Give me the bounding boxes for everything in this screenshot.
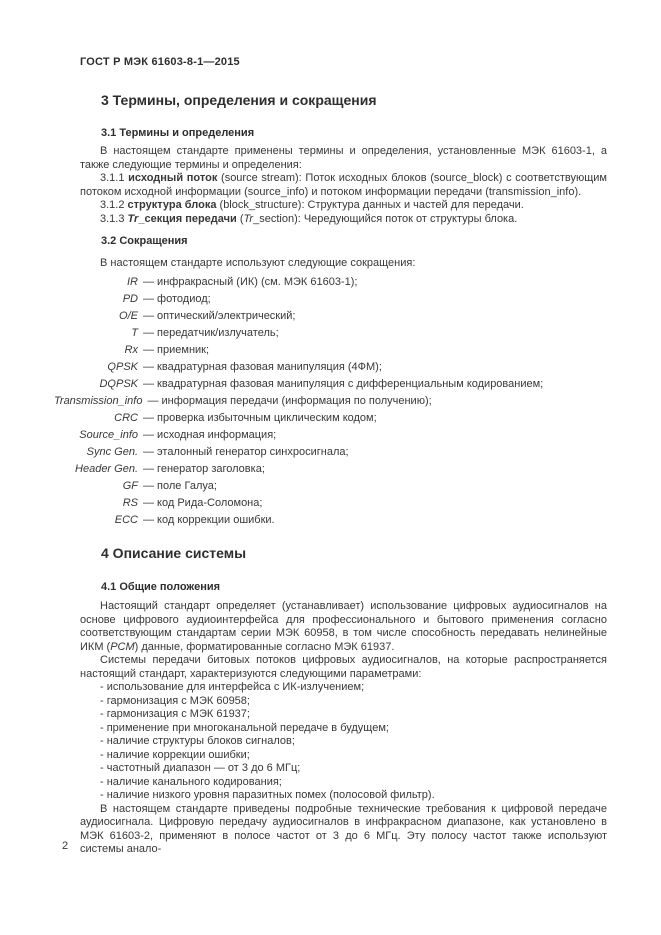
abbreviation-row xyxy=(54,291,607,308)
list-item: - гармонизация с МЭК 60958; xyxy=(100,694,250,707)
list-item: - частотный диапазон — от 3 до 6 МГц; xyxy=(100,762,301,774)
abbreviation-row xyxy=(54,461,607,478)
paragraph-text: В настоящем стандарте применены термины и определения, установленные МЭК 61603-1, а также следующие термины и определения: xyxy=(80,145,607,171)
abbreviation-term: T xyxy=(131,327,138,339)
abbreviation-definition: — фотодиод; xyxy=(143,293,211,305)
list-item: - наличие структуры блоков сигналов; xyxy=(100,735,295,747)
abbreviation-term: IR xyxy=(127,276,138,288)
term-number: 3.1.2 xyxy=(100,199,128,211)
general-paragraph-1 xyxy=(80,600,607,654)
section-3-heading: 3 Термины, определения и сокращения xyxy=(101,92,377,108)
abbreviation-term: QPSK xyxy=(107,361,138,373)
abbreviation-row xyxy=(54,359,607,376)
abbreviation-term: O/E xyxy=(119,310,138,322)
abbreviation-definition: — квадратурная фазовая манипуляция (4ФМ); xyxy=(143,361,382,373)
abbreviation-term: Transmission_info xyxy=(54,395,143,407)
section-4-heading: 4 Описание системы xyxy=(101,545,247,561)
term-number: 3.1.3 xyxy=(100,212,128,225)
abbreviation-term: RS xyxy=(122,497,138,509)
abbreviation-term: Source_info xyxy=(79,429,138,441)
term-body: (block_structure): Структура данных и частей для передачи. xyxy=(216,199,524,211)
term-name: структура блока xyxy=(127,199,217,211)
abbreviation-row xyxy=(54,495,607,512)
term-name: исходный поток xyxy=(128,172,218,184)
general-paragraph-3 xyxy=(80,803,607,857)
abbreviation-term: Header Gen. xyxy=(75,463,138,475)
abbreviation-row xyxy=(54,393,607,410)
abbreviation-row xyxy=(54,427,607,444)
abbreviation-term: ECC xyxy=(114,514,138,526)
term-definition-3-1-1 xyxy=(80,172,607,199)
abbreviation-term: CRC xyxy=(114,412,138,424)
term-body: _section): Чередующийся поток от структуры блока. xyxy=(253,212,518,225)
list-item: - применение при многоканальной передаче в будущем; xyxy=(100,721,389,734)
general-paragraph-2 xyxy=(80,654,607,681)
abbreviation-definition: — квадратурная фазовая манипуляция с дифференциальным кодированием; xyxy=(143,378,544,390)
page-number: 2 xyxy=(62,840,69,852)
page-content xyxy=(54,0,607,857)
term-source-prefix: Tr xyxy=(243,212,254,225)
abbreviation-definition: — эталонный генератор синхросигнала; xyxy=(143,446,349,458)
list-item: - использование для интерфейса с ИК-излучением; xyxy=(100,681,365,693)
paragraph-text: Системы передачи битовых потоков цифровых аудиосигналов, на которые распространяется настоящий стандарт, характеризуются следующими параметрами: xyxy=(80,654,607,680)
abbreviation-definition: — исходная информация; xyxy=(143,429,277,441)
abbreviations-list xyxy=(54,274,607,529)
abbreviation-row xyxy=(54,325,607,342)
abbreviation-row xyxy=(54,478,607,495)
list-item: - наличие коррекции ошибки; xyxy=(100,748,250,761)
paragraph-text: В настоящем стандарте приведены подробные технические требования к цифровой передаче аудиосигнала. Цифровую передачу аудиосигналов в инфракрасном диапазоне, как установлено в МЭК 61603-2, применяют в полосе частот от 3 до 6 МГц. Эту полосу частот также используют системы анало- xyxy=(80,802,607,855)
abbreviation-row xyxy=(54,444,607,461)
term-definition-3-1-3 xyxy=(80,213,607,227)
abbr-intro-paragraph xyxy=(80,257,607,271)
abbreviation-definition: — приемник; xyxy=(143,344,210,356)
paragraph-text: Настоящий стандарт определяет (устанавливает) использование цифровых аудиосигналов на основе цифрового аудиоинтерфейса для профессионального и бытового применения согласно соответствующим стандартам серии МЭК 60958, в том числе способность передавать нелинейные ИКМ ( xyxy=(80,600,607,653)
term-number: 3.1.1 xyxy=(100,172,129,184)
list-item: - наличие низкого уровня паразитных помех (полосовой фильтр). xyxy=(100,789,435,801)
terms-intro-paragraph xyxy=(80,145,607,172)
parameters-list xyxy=(80,681,607,803)
abbreviation-definition: — код коррекции ошибки. xyxy=(143,514,275,526)
abbreviation-definition: — поле Галуа; xyxy=(143,480,217,492)
abbreviation-definition: — оптический/электрический; xyxy=(143,310,296,322)
abbreviation-term: Sync Gen. xyxy=(86,446,138,458)
abbreviation-definition: — передатчик/излучатель; xyxy=(143,327,279,339)
abbreviation-term: GF xyxy=(122,480,138,492)
abbreviation-row xyxy=(54,410,607,427)
section-3-2-heading: 3.2 Сокращения xyxy=(101,235,188,247)
running-header: ГОСТ Р МЭК 61603-8-1—2015 xyxy=(80,56,240,68)
abbreviation-definition: — информация передачи (информация по получению); xyxy=(147,395,432,407)
abbreviation-row xyxy=(54,512,607,529)
abbreviation-row xyxy=(54,342,607,359)
abbreviation-term: PD xyxy=(122,293,138,305)
abbreviation-row xyxy=(54,376,607,393)
abbreviation-term: Rx xyxy=(124,344,138,356)
abbreviation-definition: — код Рида-Соломона; xyxy=(143,497,263,509)
section-4-1-heading: 4.1 Общие положения xyxy=(101,581,221,593)
abbreviation-row xyxy=(54,274,607,291)
abbreviation-term: DQPSK xyxy=(99,378,138,390)
abbreviation-definition: — инфракрасный (ИК) (см. МЭК 61603-1); xyxy=(143,276,358,288)
paragraph-text: В настоящем стандарте используют следующие сокращения: xyxy=(100,257,416,269)
section-3-1-heading: 3.1 Термины и определения xyxy=(101,127,255,139)
abbreviation-definition: — проверка избыточным циклическим кодом; xyxy=(143,412,377,424)
abbreviation-row xyxy=(54,308,607,325)
term-definition-3-1-2 xyxy=(80,199,607,213)
term-name-prefix: Tr xyxy=(127,212,139,225)
pcm-abbreviation: PCM xyxy=(110,640,135,653)
list-item: - наличие канального кодирования; xyxy=(100,775,282,788)
term-name: _секция передачи xyxy=(138,212,237,225)
abbreviation-definition: — генератор заголовка; xyxy=(143,463,265,475)
term-body: ( xyxy=(236,212,244,225)
term-body: (source stream): Поток исходных блоков (source_block) с соответствующим потоком исходной информации (source_info) и потоком информации передачи (transmission_info). xyxy=(80,172,607,198)
list-item: - гармонизация с МЭК 61937; xyxy=(100,708,250,720)
paragraph-text: ) данные, форматированные согласно МЭК 61937. xyxy=(134,640,395,653)
